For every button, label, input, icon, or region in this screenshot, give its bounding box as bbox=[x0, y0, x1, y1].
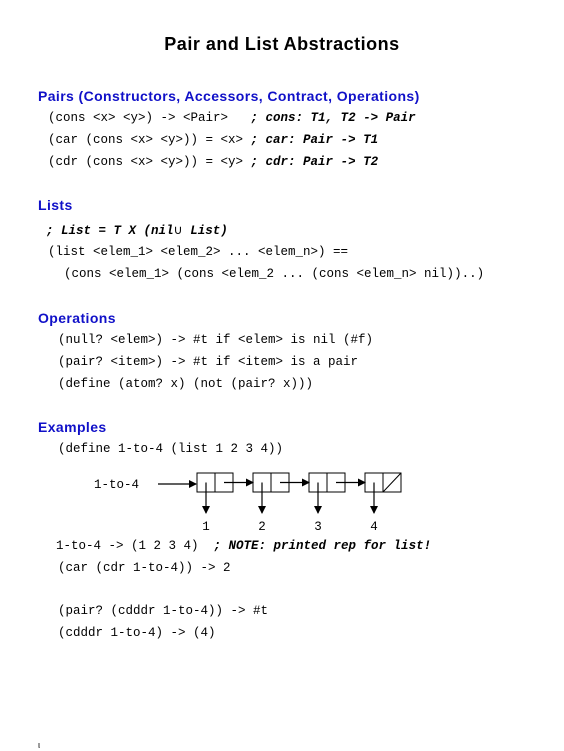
pairs-line-cdr bbox=[48, 155, 378, 169]
cons-code: (cons <x> <y>) -> <Pair> bbox=[48, 111, 251, 125]
cdr-code: (cdr (cons <x> <y>)) = <y> bbox=[48, 155, 251, 169]
pairs-line-car bbox=[48, 133, 378, 147]
lists-heading: Lists bbox=[38, 197, 73, 213]
ex-pair-cdddr: (pair? (cdddr 1-to-4)) -> #t bbox=[58, 604, 269, 618]
examples-heading: Examples bbox=[38, 419, 107, 435]
cell-value: 1 bbox=[202, 520, 210, 532]
op-atom: (define (atom? x) (not (pair? x))) bbox=[58, 377, 314, 391]
pairs-line-cons bbox=[48, 111, 416, 125]
operations-heading: Operations bbox=[38, 310, 116, 326]
union-symbol: ∪ bbox=[173, 222, 183, 237]
car-code: (car (cons <x> <y>)) = <x> bbox=[48, 133, 251, 147]
cell-value: 3 bbox=[314, 520, 322, 532]
list-contract-a: ; List = T X (nil bbox=[46, 224, 174, 238]
cell-value: 2 bbox=[258, 520, 266, 532]
list-def-line1: (list <elem_1> <elem_2> ... <elem_n>) == bbox=[48, 245, 349, 259]
list-contract-b: List) bbox=[182, 224, 228, 238]
box-pointer-diagram bbox=[0, 462, 564, 532]
cons-comment: ; cons: T1, T2 -> Pair bbox=[250, 111, 416, 125]
car-comment: ; car: Pair -> T1 bbox=[250, 133, 379, 147]
print-code: 1-to-4 -> (1 2 3 4) bbox=[56, 539, 214, 553]
cdr-comment: ; cdr: Pair -> T2 bbox=[250, 155, 379, 169]
footer-mark: ι bbox=[38, 740, 40, 750]
ex-car-cdr: (car (cdr 1-to-4)) -> 2 bbox=[58, 561, 231, 575]
ex-cdddr: (cdddr 1-to-4) -> (4) bbox=[58, 626, 216, 640]
list-def-line2: (cons <elem_1> (cons <elem_2 ... (cons <elem_n> nil))..) bbox=[64, 267, 485, 281]
page-title: Pair and List Abstractions bbox=[164, 34, 400, 54]
ex-print bbox=[56, 539, 431, 553]
list-contract bbox=[46, 222, 228, 238]
op-null: (null? <elem>) -> #t if <elem> is nil (#f) bbox=[58, 333, 374, 347]
pairs-heading: Pairs (Constructors, Accessors, Contract, Operations) bbox=[38, 88, 420, 104]
nil-slash bbox=[383, 473, 401, 492]
ex-define: (define 1-to-4 (list 1 2 3 4)) bbox=[58, 442, 284, 456]
cell-value: 4 bbox=[370, 520, 378, 532]
op-pair: (pair? <item>) -> #t if <item> is a pair bbox=[58, 355, 359, 369]
print-comment: ; NOTE: printed rep for list! bbox=[213, 539, 432, 553]
diagram-label: 1-to-4 bbox=[94, 478, 140, 492]
